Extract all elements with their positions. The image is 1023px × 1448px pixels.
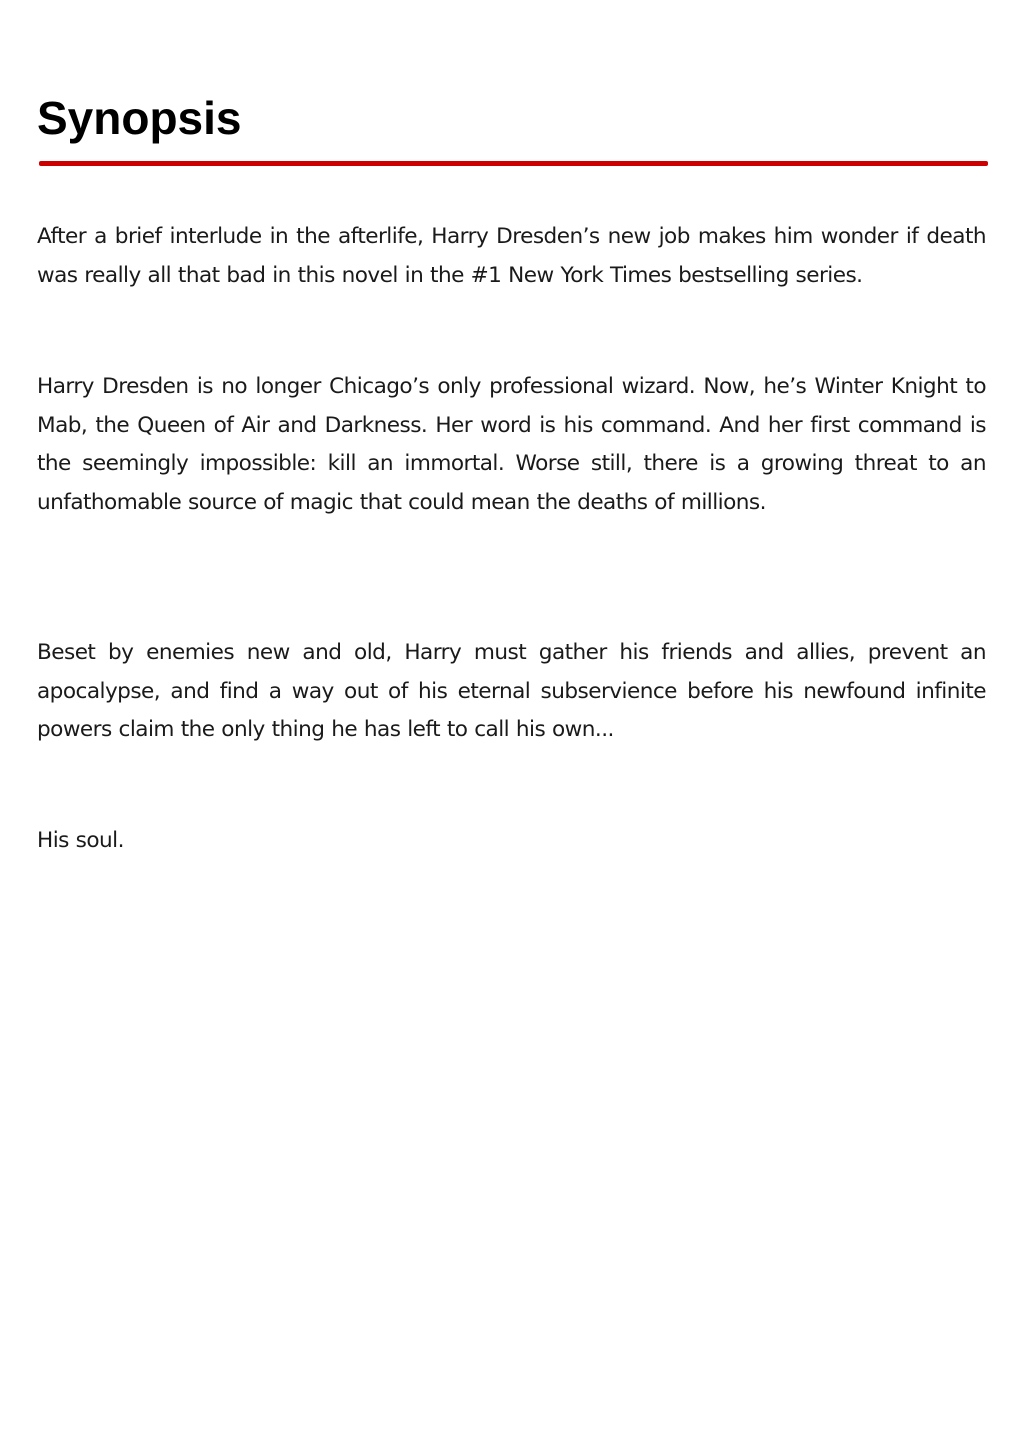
synopsis-paragraph-closing: His soul. bbox=[37, 828, 124, 853]
title-underline-divider bbox=[39, 161, 988, 166]
synopsis-paragraph-plot: Harry Dresden is no longer Chicago’s only professional wizard. Now, he’s Winter Knight to Mab, the Queen of Air and Darkness. Her word is his command. And her first command is the seemingly impossible: kill an immortal. Worse still, there is a growing threat to an unfathomable source of magic that could mean the deaths of millions. bbox=[37, 374, 986, 515]
synopsis-paragraph-intro: After a brief interlude in the afterlife, Harry Dresden’s new job makes him wonder if death was really all that bad in this novel in the #1 New York Times bestselling series. bbox=[37, 224, 986, 288]
synopsis-paragraph-stakes: Beset by enemies new and old, Harry must gather his friends and allies, prevent an apocalypse, and find a way out of his eternal subservience before his newfound infinite powers claim the only thing he has left to call his own... bbox=[37, 640, 986, 742]
page-title: Synopsis bbox=[37, 92, 242, 144]
